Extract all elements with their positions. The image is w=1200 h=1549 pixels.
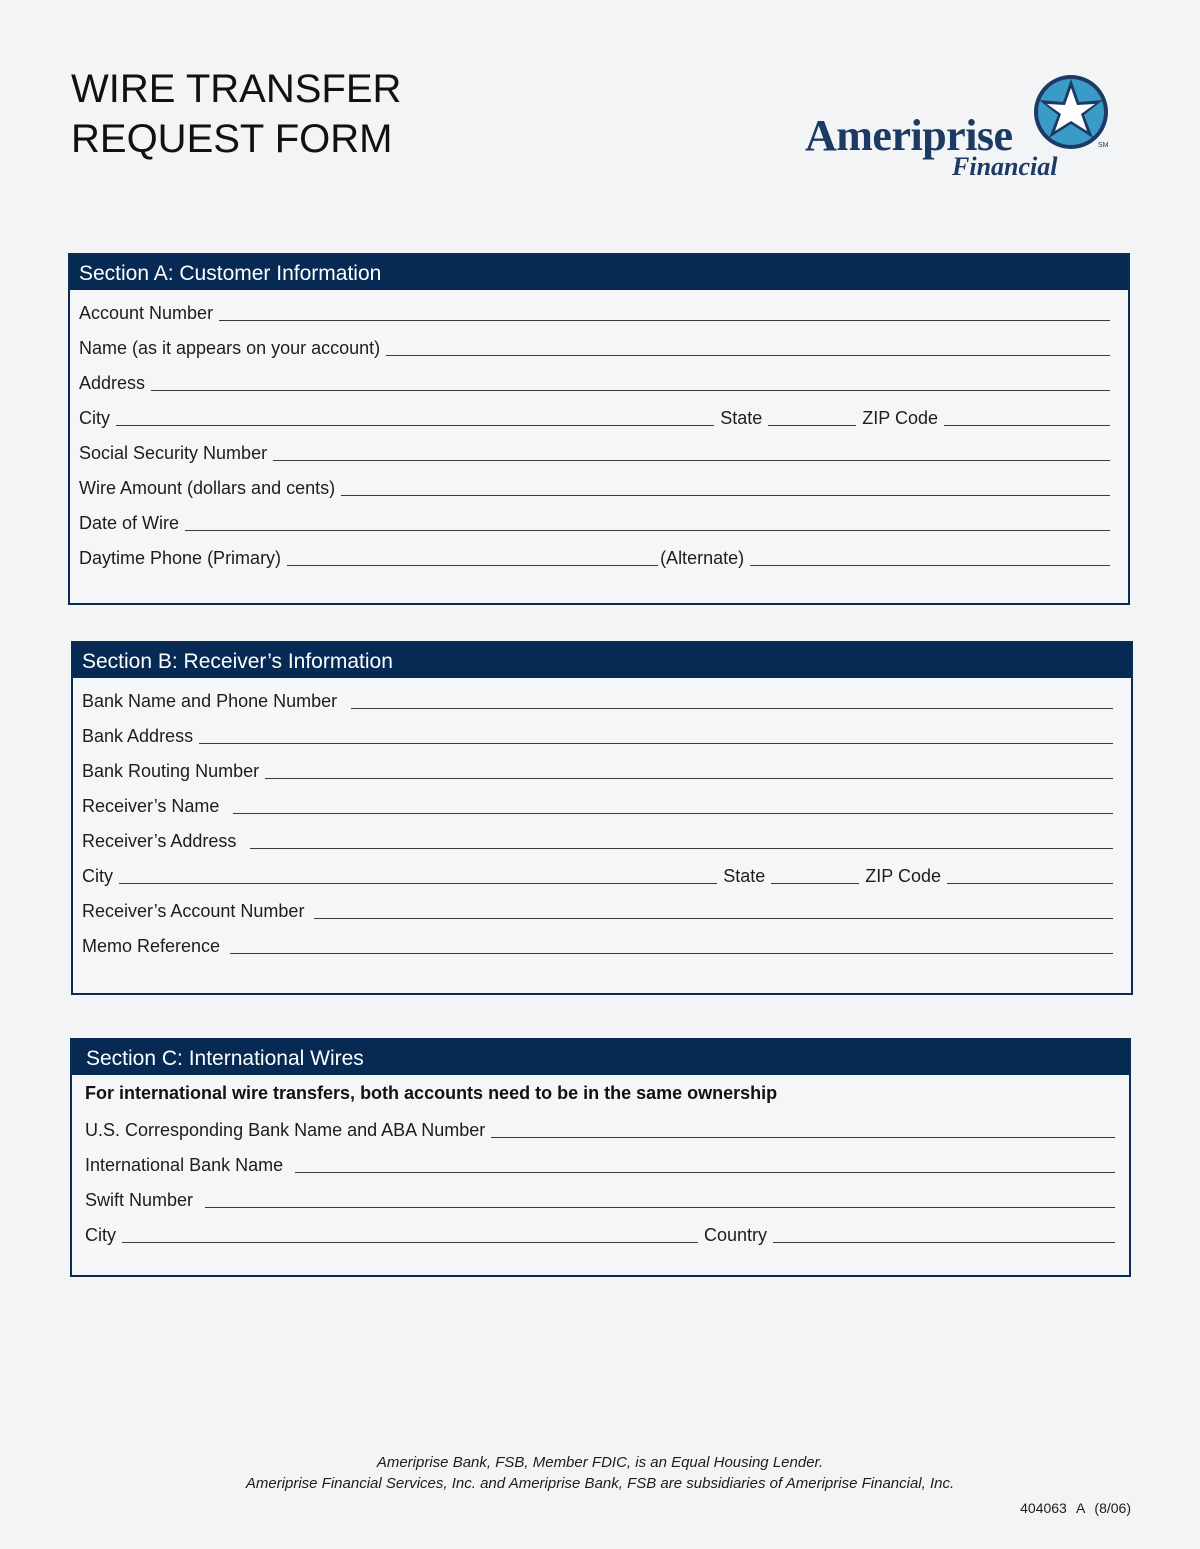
receiver-address-input-line[interactable] (250, 832, 1113, 849)
logo-service-mark: SM (1098, 142, 1109, 149)
address-label: Address (79, 373, 146, 393)
section-b-receiver-information (71, 641, 1133, 995)
international-city-input-line[interactable] (122, 1226, 698, 1243)
date-of-wire-input-line[interactable] (185, 514, 1110, 531)
address-field[interactable] (79, 370, 1110, 394)
wire-amount-input-line[interactable] (341, 479, 1110, 496)
date-of-wire-label: Date of Wire (79, 513, 180, 533)
ssn-field[interactable] (79, 440, 1110, 464)
form-number: 404063 (1020, 1500, 1067, 1516)
memo-reference-field[interactable] (82, 933, 1113, 957)
receiver-address-field[interactable] (82, 828, 1113, 852)
memo-reference-input-line[interactable] (230, 937, 1113, 954)
section-b-header: Section B: Receiver’s Information (73, 643, 1131, 678)
receiver-account-field[interactable] (82, 898, 1113, 922)
receiver-account-label: Receiver’s Account Number (82, 901, 305, 921)
receiver-city-label: City (82, 866, 113, 886)
form-title (71, 64, 401, 164)
swift-number-input-line[interactable] (205, 1191, 1115, 1208)
swift-number-label: Swift Number (85, 1190, 194, 1210)
ssn-label: Social Security Number (79, 443, 268, 463)
international-city-country-field[interactable] (85, 1222, 1115, 1246)
routing-number-input-line[interactable] (265, 762, 1113, 779)
name-label: Name (as it appears on your account) (79, 338, 381, 358)
phone-primary-input-line[interactable] (287, 549, 658, 566)
zip-label: ZIP Code (862, 408, 938, 428)
corresponding-bank-field[interactable] (85, 1117, 1115, 1141)
city-state-zip-field[interactable] (79, 405, 1110, 429)
routing-number-label: Bank Routing Number (82, 761, 260, 781)
form-title-line-2: REQUEST FORM (71, 117, 393, 161)
date-of-wire-field[interactable] (79, 510, 1110, 534)
city-input-line[interactable] (116, 409, 714, 426)
phone-primary-label: Daytime Phone (Primary) (79, 548, 282, 568)
bank-address-input-line[interactable] (199, 727, 1113, 744)
receiver-zip-label: ZIP Code (865, 866, 941, 886)
name-field[interactable] (79, 335, 1110, 359)
section-a-header: Section A: Customer Information (70, 255, 1128, 290)
ssn-input-line[interactable] (273, 444, 1110, 461)
country-label: Country (703, 1225, 767, 1245)
international-city-label: City (85, 1225, 116, 1245)
swift-number-field[interactable] (85, 1187, 1115, 1211)
bank-address-field[interactable] (82, 723, 1113, 747)
account-number-field[interactable] (79, 300, 1110, 324)
phone-alternate-label: (Alternate) (660, 548, 745, 568)
bank-name-phone-label: Bank Name and Phone Number (82, 691, 338, 711)
country-input-line[interactable] (773, 1226, 1115, 1243)
star-logo-icon (1033, 74, 1109, 150)
receiver-city-input-line[interactable] (119, 867, 717, 884)
form-title-line-1: WIRE TRANSFER (71, 67, 402, 111)
address-input-line[interactable] (151, 374, 1110, 391)
phone-alternate-input-line[interactable] (750, 549, 1110, 566)
footer-disclosure-line-2: Ameriprise Financial Services, Inc. and Ameriprise Bank, FSB are subsidiaries of Ameriprise Financial, Inc. (245, 1475, 955, 1492)
logo-subtitle: Financial (952, 152, 1058, 181)
receiver-address-label: Receiver’s Address (82, 831, 237, 851)
memo-reference-label: Memo Reference (82, 936, 221, 956)
bank-address-label: Bank Address (82, 726, 194, 746)
zip-input-line[interactable] (944, 409, 1110, 426)
form-revision: A (8/06) (1075, 1500, 1131, 1516)
international-bank-label: International Bank Name (85, 1155, 284, 1175)
phone-field[interactable] (79, 545, 1110, 569)
section-c-header: Section C: International Wires (72, 1040, 1129, 1075)
receiver-name-label: Receiver’s Name (82, 796, 220, 816)
logo-wordmark: Ameriprise (805, 111, 1013, 160)
section-c-international-wires (70, 1038, 1131, 1277)
state-label: State (720, 408, 763, 428)
corresponding-bank-input-line[interactable] (491, 1121, 1115, 1138)
form-code (1020, 1500, 1131, 1516)
receiver-city-state-zip-field[interactable] (82, 863, 1113, 887)
wire-amount-label: Wire Amount (dollars and cents) (79, 478, 336, 498)
receiver-name-input-line[interactable] (233, 797, 1113, 814)
international-bank-input-line[interactable] (295, 1156, 1115, 1173)
footer-disclosure-line-1: Ameriprise Bank, FSB, Member FDIC, is an Equal Housing Lender. (376, 1454, 824, 1471)
ameriprise-logo (805, 74, 1115, 186)
account-number-label: Account Number (79, 303, 214, 323)
routing-number-field[interactable] (82, 758, 1113, 782)
receiver-account-input-line[interactable] (314, 902, 1113, 919)
bank-name-phone-field[interactable] (82, 688, 1113, 712)
corresponding-bank-label: U.S. Corresponding Bank Name and ABA Number (85, 1120, 486, 1140)
international-ownership-note: For international wire transfers, both accounts need to be in the same ownership (85, 1083, 778, 1103)
bank-name-phone-input-line[interactable] (351, 692, 1113, 709)
receiver-zip-input-line[interactable] (947, 867, 1113, 884)
international-bank-field[interactable] (85, 1152, 1115, 1176)
account-number-input-line[interactable] (219, 304, 1110, 321)
receiver-state-input-line[interactable] (771, 867, 859, 884)
name-input-line[interactable] (386, 339, 1110, 356)
receiver-name-field[interactable] (82, 793, 1113, 817)
wire-amount-field[interactable] (79, 475, 1110, 499)
receiver-state-label: State (723, 866, 766, 886)
state-input-line[interactable] (768, 409, 856, 426)
city-label: City (79, 408, 110, 428)
section-a-customer-information (68, 253, 1130, 605)
